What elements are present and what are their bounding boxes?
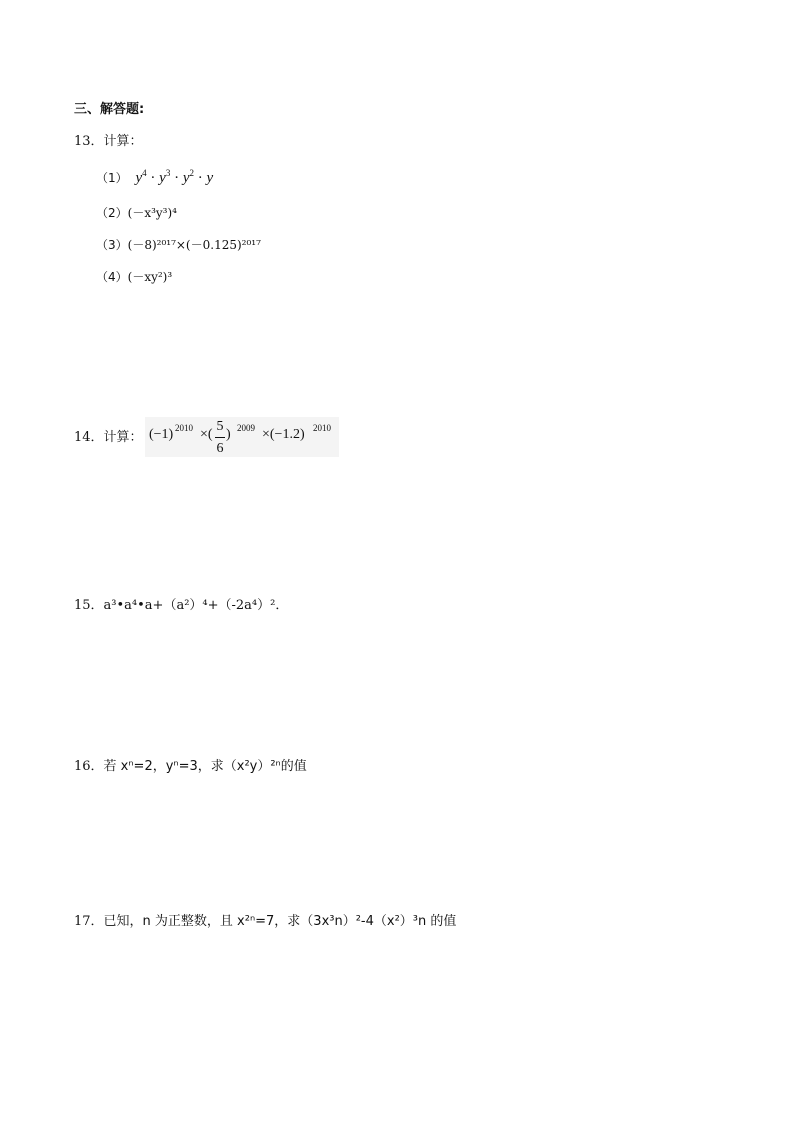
q13-part-4 [96, 271, 172, 283]
q13-part-1 [96, 168, 214, 186]
q13-part-3 [96, 239, 261, 251]
formula-base-1: (−1) [149, 427, 174, 442]
part-label: （2） [96, 206, 128, 220]
question-number: 13． [74, 134, 104, 149]
part-label: （4） [96, 270, 128, 284]
formula-exponent-2: 2009 [237, 423, 255, 433]
question-number: 14． [74, 430, 104, 445]
question-number: 16． [74, 759, 104, 774]
part-expression: (－x³y³)⁴ [127, 206, 177, 220]
question-number: 17． [74, 914, 104, 929]
question-number: 15． [74, 598, 104, 613]
formula-exponent-3: 2010 [313, 423, 331, 433]
q13-part-2 [96, 207, 177, 219]
q14-formula [145, 417, 339, 457]
part-expression: (－8)²⁰¹⁷×(－0.125)²⁰¹⁷ [127, 238, 261, 252]
formula-times-1: ×( [200, 427, 213, 442]
part-label: （1） [96, 171, 128, 185]
question-16 [74, 760, 307, 773]
section-title: 三、解答题: [74, 102, 145, 117]
formula-exponent-1: 2010 [175, 423, 193, 433]
question-text: a³•a⁴•a+（a²）⁴+（-2a⁴）²． [103, 598, 289, 613]
question-15 [74, 599, 288, 612]
fraction-denominator: 6 [216, 441, 224, 456]
formula-times-2: ×(−1.2) [262, 427, 305, 442]
question-stem: 计算： [103, 430, 143, 445]
question-stem: 计算： [103, 134, 143, 149]
part-expression: $y^4 \cdot y^3 \cdot y^2 \cdot y$ [135, 168, 214, 186]
fraction-bar [215, 437, 225, 438]
question-14 [74, 431, 143, 444]
part-expression: (－xy²)³ [127, 270, 173, 284]
part-label: （3） [96, 238, 128, 252]
question-text: 已知，n 为正整数，且 x²ⁿ=7，求（3x³n）²-4（x²）³n 的值 [103, 914, 457, 929]
question-13 [74, 135, 143, 148]
fraction-numerator: 5 [216, 419, 224, 434]
question-17 [74, 915, 456, 928]
formula-close-paren: ) [226, 427, 231, 442]
question-text: 若 xⁿ=2，yⁿ=3，求（x²y）²ⁿ的值 [103, 759, 307, 774]
